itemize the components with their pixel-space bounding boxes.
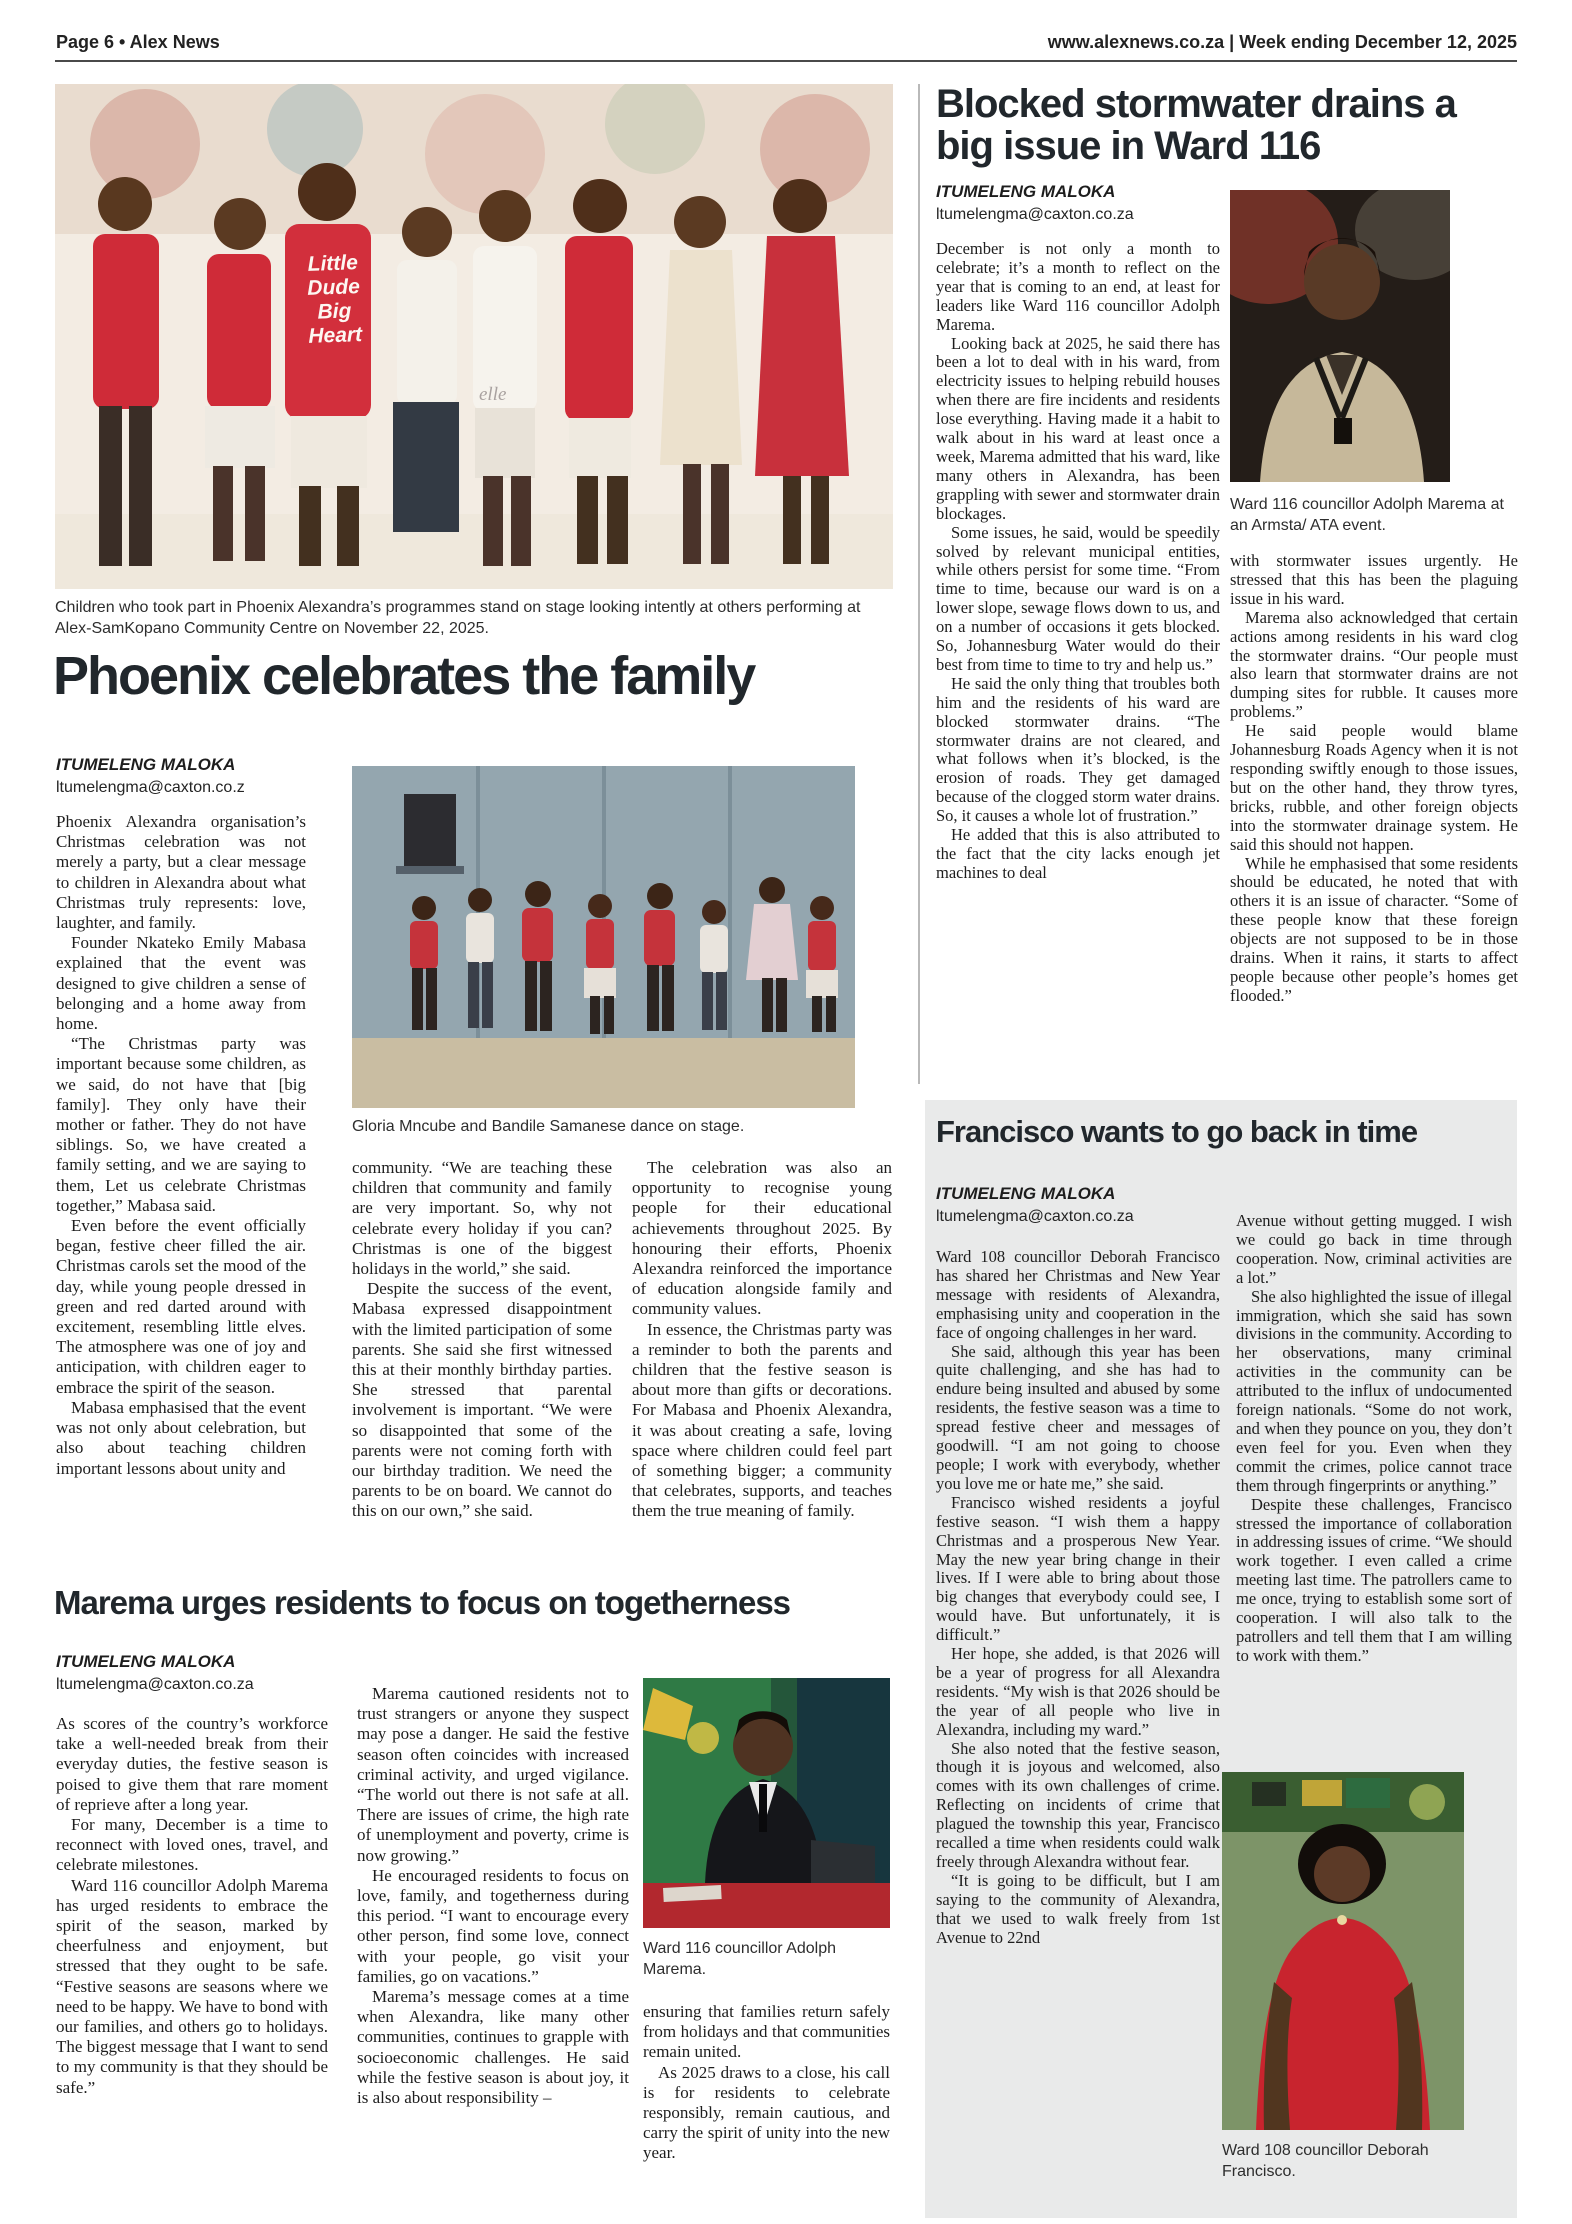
marema-byline-email: ltumelengma@caxton.co.za <box>56 1676 254 1693</box>
photo-marema-event-caption: Ward 116 councillor Adolph Marema at an Armsta/ ATA event. <box>1230 496 1504 534</box>
stormwater-headline: Blocked stormwater drains a big issue in Ward 116 <box>936 82 1456 168</box>
marema-byline <box>56 1652 254 1694</box>
photo-children <box>55 84 893 589</box>
phoenix-column-2: community. “We are teaching these children that community and family are very important. So, why not celebrate every holiday if you can? Christmas is one of the biggest holidays in the world,” she said. Despite the success of the event, Mabasa expressed disappointment with the limited participation of some parents. She said she first witnessed this at their monthly birthday parties. She stressed that parental involvement is important. “We were so disappointed that some of the parents were not coming forth with our birthday tradition. We need the parents to be on board. We cannot do this on our own,” she said. <box>352 1158 612 1521</box>
francisco-headline: Francisco wants to go back in time <box>936 1114 1418 1149</box>
photo-francisco-caption: Ward 108 councillor Deborah Francisco. <box>1222 2142 1429 2180</box>
photo-marema-desk <box>643 1678 890 1928</box>
column-divider <box>918 84 920 1084</box>
website-dateline: www.alexnews.co.za | Week ending December 12, 2025 <box>1047 32 1517 52</box>
marema-column-3: ensuring that families return safely from holidays and that communities remain united. As 2025 draws to a close, his call is for residents to celebrate responsibly, remain cautious, and carry the spirit of unity into the new year. <box>643 2002 890 2163</box>
photo-marema-event-illustration <box>1230 190 1450 482</box>
phoenix-byline-email: ltumelengma@caxton.co.z <box>56 779 245 796</box>
photo-marema-event <box>1230 190 1450 482</box>
phoenix-byline-name: ITUMELENG MALOKA <box>56 755 236 774</box>
francisco-byline-name: ITUMELENG MALOKA <box>936 1184 1116 1203</box>
marema-headline: Marema urges residents to focus on togetherness <box>54 1584 791 1621</box>
photo-children-illustration <box>55 84 893 589</box>
marema-byline-name: ITUMELENG MALOKA <box>56 1652 236 1671</box>
marema-column-2: Marema cautioned residents not to trust strangers or anyone they suspect may pose a danger. He said the festive season often coincides with increased criminal activity, and urged vigilance. “The world out there is not safe at all. There are issues of crime, the high rate of unemployment and poverty, crime is now growing.” He encouraged residents to focus on love, family, and togetherness during this period. “I want to encourage every other person, find some love, connect with your people, go visit your families, go on vacations.” Marema’s message comes at a time when Alexandra, like many other communities, continues to grapple with socioeconomic challenges. He said while the festive season is about joy, it is also about responsibility – <box>357 1684 629 2108</box>
francisco-byline <box>936 1184 1134 1226</box>
phoenix-byline <box>56 755 245 797</box>
stormwater-byline <box>936 182 1134 224</box>
photo-francisco <box>1222 1772 1464 2130</box>
header-rule <box>55 60 1517 62</box>
photo-marema-desk-caption: Ward 116 councillor Adolph Marema. <box>643 1940 836 1978</box>
photo-shirt-text: Little Dude Big Heart <box>306 251 363 348</box>
francisco-byline-email: ltumelengma@caxton.co.za <box>936 1208 1134 1225</box>
photo-francisco-illustration <box>1222 1772 1464 2130</box>
photo-children-caption: Children who took part in Phoenix Alexandra’s programmes stand on stage looking intently at others performing at Alex-SamKopano Community Centre on November 22, 2025. <box>55 599 861 637</box>
phoenix-column-1: Phoenix Alexandra organisation’s Christmas celebration was not merely a party, but a clear message to children in Alexandra about what Christmas truly represents: love, laughter, and family. Founder Nkateko Emily Mabasa explained that the event was designed to give children a sense of belonging and a home away from home. “The Christmas party was important because some children, as we said, do not have that [big family]. They only have their mother or father. They do not have siblings. So, we have created a family setting, and we are saying to them, Let us celebrate Christmas together,” Mabasa said. Even before the event officially began, festive cheer filled the air. Christmas carols set the mood of the day, while young people dressed in green and red darted around with excitement, resembling little elves. The atmosphere was one of joy and anticipation, with children eager to embrace the spirit of the season. Mabasa emphasised that the event was not only about celebration, but also about teaching children important lessons about unity and <box>56 812 306 1478</box>
photo-dance-illustration <box>352 766 855 1108</box>
photo-shirt-text-2: elle <box>479 384 507 405</box>
photo-dance <box>352 766 855 1108</box>
marema-column-1: As scores of the country’s workforce take a well-needed break from their everyday duties, the festive season is poised to give them that rare moment of reprieve after a long year. For many, December is a time to reconnect with loved ones, travel, and celebrate milestones. Ward 116 councillor Adolph Marema has urged residents to embrace the spirit of the season, marked by cheerfulness and enjoyment, but stressed that they ought to be safe. “Festive seasons are seasons where we need to be happy. We have to bond with our families, and others go to holidays. The biggest message that I want to send to my community is that they should be safe.” <box>56 1714 328 2097</box>
stormwater-byline-email: ltumelengma@caxton.co.za <box>936 206 1134 223</box>
francisco-column-1: Ward 108 councillor Deborah Francisco has shared her Christmas and New Year message with residents of Alexandra, emphasising unity and cooperation in the face of ongoing challenges in her ward. She said, although this year has been quite challenging, and she has had to endure being insulted and abused by some residents, the festive season was a time to spread festive cheer and messages of goodwill. “I am not going to choose people; I work with everybody, whether you love me or hate me,” she said. Francisco wished residents a joyful festive season. “I wish them a happy Christmas and a prosperous New Year. May the new year bring change in their lives. If I were able to bring about those big changes that everybody could see, I would have. But unfortunately, it is difficult.” Her hope, she added, is that 2026 will be a year of progress for all Alexandra residents. “My wish is that 2026 should be the year of all people who live in Alexandra, including my ward.” She also noted that the festive season, though it is joyous and welcomed, also comes with its own challenges of crime. Reflecting on incidents of crime that plagued the township this year, Francisco recalled a time when residents could walk freely through Alexandra without fear. “It is going to be difficult, but I am saying to the community of Alexandra, that we used to walk freely from 1st Avenue to 22nd <box>936 1247 1220 1947</box>
stormwater-byline-name: ITUMELENG MALOKA <box>936 182 1116 201</box>
photo-marema-desk-illustration <box>643 1678 890 1928</box>
stormwater-column-1: December is not only a month to celebrate; it’s a month to reflect on the year that is coming to an end, at least for leaders like Ward 116 councillor Adolph Marema. Looking back at 2025, he said there has been a lot to deal with in his ward, from electricity issues to helping rebuild houses when there are fire incidents and residents lose everything. Having made it a habit to walk about in his ward at least once a week, Marema admitted that his ward, like many others in Alexandra, has been grappling with sewer and stormwater drain blockages. Some issues, he said, would be speedily solved by relevant municipal entities, while others persist for some time. “From time to time, because our ward is on a lower slope, sewage flows down to us, and on a number of occasions it gets blocked. So, Johannesburg Water would do their best from time to time to try and help us.” He said the only thing that troubles both him and the residents of his ward are blocked stormwater drains. “The stormwater drains are not cleared, and what follows when it’s blocked, is the erosion of roads. They get damaged because of the clogged storm water drains. So, it causes a whole lot of frustration.” He added that this is also attributed to the fact that the city lacks enough jet machines to deal <box>936 239 1220 882</box>
stormwater-column-2: with stormwater issues urgently. He stressed that this has been the plaguing issue in his ward. Marema also acknowledged that certain actions among residents in his ward clog the stormwater drains. “Our people must also learn that stormwater drains are not dumping sites for rubble. It causes more problems.” He said people would blame Johannesburg Roads Agency when it is not responding swiftly enough to those issues, but on the other hand, they throw tyres, bricks, rubble, and other foreign objects into the stormwater drainage system. He said this should not happen. While he emphasised that some residents should be educated, he noted that with others it is an issue of character. “Some of these people know that these foreign objects are not supposed to be in those drains. When it rains, it starts to affect people because other people’s homes get flooded.” <box>1230 551 1518 1005</box>
photo-dance-caption: Gloria Mncube and Bandile Samanese dance on stage. <box>352 1118 745 1135</box>
page-number-masthead: Page 6 • Alex News <box>56 32 220 52</box>
phoenix-headline: Phoenix celebrates the family <box>53 646 755 706</box>
francisco-column-2: Avenue without getting mugged. I wish we could go back in time through cooperation. Now, criminal activities are a lot.” She also highlighted the issue of illegal immigration, which she said has sown divisions in the community. According to her observations, many criminal activities in the community can be attributed to the influx of undocumented foreign nationals. “Some do not work, and when they pounce on you, they don’t even feel for you. Even when they commit the crimes, police cannot trace them through fingerprints or anything.” Despite these challenges, Francisco stressed the importance of collaboration in addressing issues of crime. “We should work together. I even called a crime meeting last time. The patrollers came to me once, trying to establish some sort of cooperation. I will also talk to the patrollers and tell them that I am willing to work with them.” <box>1236 1211 1512 1665</box>
phoenix-column-3: The celebration was also an opportunity to recognise young people for their educational achievements throughout 2025. By honouring their efforts, Phoenix Alexandra reinforced the importance of education alongside family and community values. In essence, the Christmas party was a reminder to both the parents and children that the festive season is about more than gifts or decorations. For Mabasa and Phoenix Alexandra, it was about creating a safe, loving space where children could feel part of something bigger; a community that celebrates, supports, and teaches them the true meaning of family. <box>632 1158 892 1521</box>
